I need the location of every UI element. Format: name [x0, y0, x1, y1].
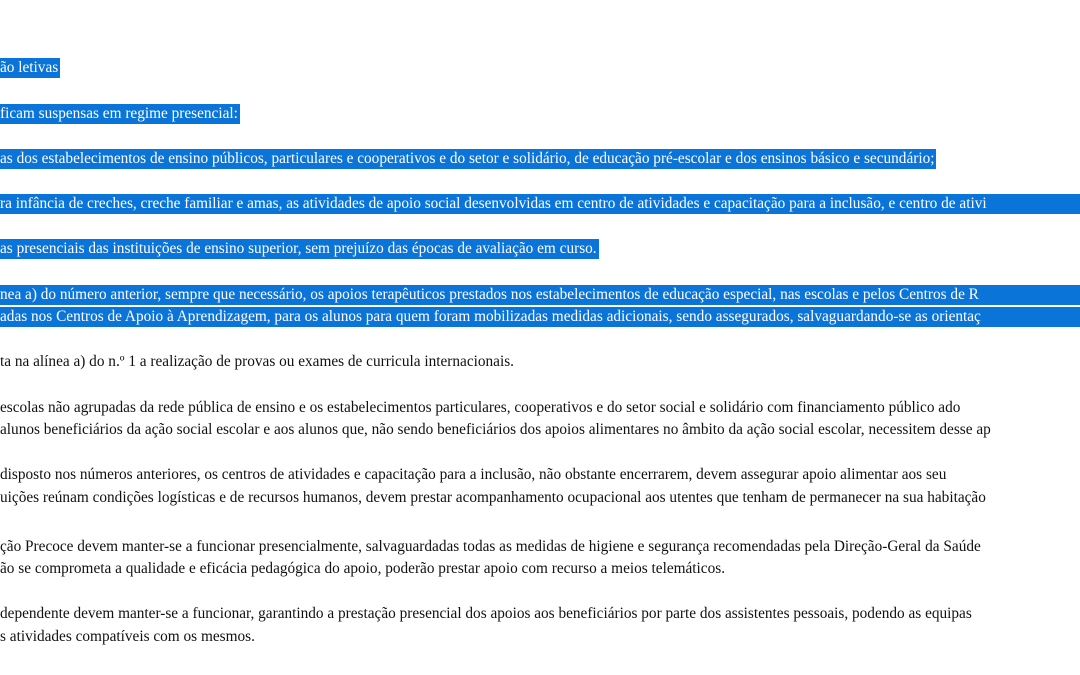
paragraph-line: ta na alínea a) do n.º 1 a realização de provas ou exames de curricula internacionais. [0, 353, 514, 370]
selected-text-line[interactable]: nea a) do número anterior, sempre que necessário, os apoios terapêuticos prestados nos estabelecimentos de educação especial, nas escolas e pelos Centros de R [0, 285, 1080, 305]
paragraph-line: dependente devem manter-se a funcionar, garantindo a prestação presencial dos apoios aos beneficiários por parte dos assistentes pessoais, podendo as equipas [0, 605, 972, 622]
selected-text-line[interactable]: adas nos Centros de Apoio à Aprendizagem, para os alunos para quem foram mobilizadas medidas adicionais, sendo assegurados, salvaguardando-se as orientaç [0, 307, 1080, 327]
paragraph-line: alunos beneficiários da ação social escolar e aos alunos que, não sendo beneficiários dos apoios alimentares no âmbito da ação social escolar, necessitem desse ap [0, 421, 991, 438]
paragraph-line: disposto nos números anteriores, os centros de atividades e capacitação para a inclusão, não obstante encerrarem, devem assegurar apoio alimentar aos seu [0, 466, 947, 483]
paragraph-line: ção Precoce devem manter-se a funcionar presencialmente, salvaguardadas todas as medidas de higiene e segurança recomendadas pela Direção-Geral da Saúde [0, 538, 981, 555]
selected-text-line[interactable]: ficam suspensas em regime presencial: [0, 105, 238, 122]
selected-text-line[interactable]: as presenciais das instituições de ensino superior, sem prejuízo das épocas de avaliação em curso. [0, 240, 597, 257]
selected-text-line[interactable]: ão letivas [0, 59, 59, 76]
selected-text-line[interactable]: as dos estabelecimentos de ensino públicos, particulares e cooperativos e do setor e solidário, de educação pré-escolar e dos ensinos básico e secundário; [0, 150, 935, 167]
paragraph-line: escolas não agrupadas da rede pública de ensino e os estabelecimentos particulares, cooperativos e do setor social e solidário com financiamento público ado [0, 399, 961, 416]
paragraph-line: s atividades compatíveis com os mesmos. [0, 628, 255, 645]
paragraph-line: uições reúnam condições logísticas e de recursos humanos, devem prestar acompanhamento ocupacional aos utentes que tenham de permanecer na sua habitação [0, 489, 986, 506]
paragraph-line: ão se comprometa a qualidade e eficácia pedagógica do apoio, poderão prestar apoio com recurso a meios telemáticos. [0, 560, 726, 577]
selected-text-line[interactable]: ra infância de creches, creche familiar e amas, as atividades de apoio social desenvolvidas em centro de atividades e capacitação para a inclusão, e centro de ativi [0, 194, 1080, 214]
